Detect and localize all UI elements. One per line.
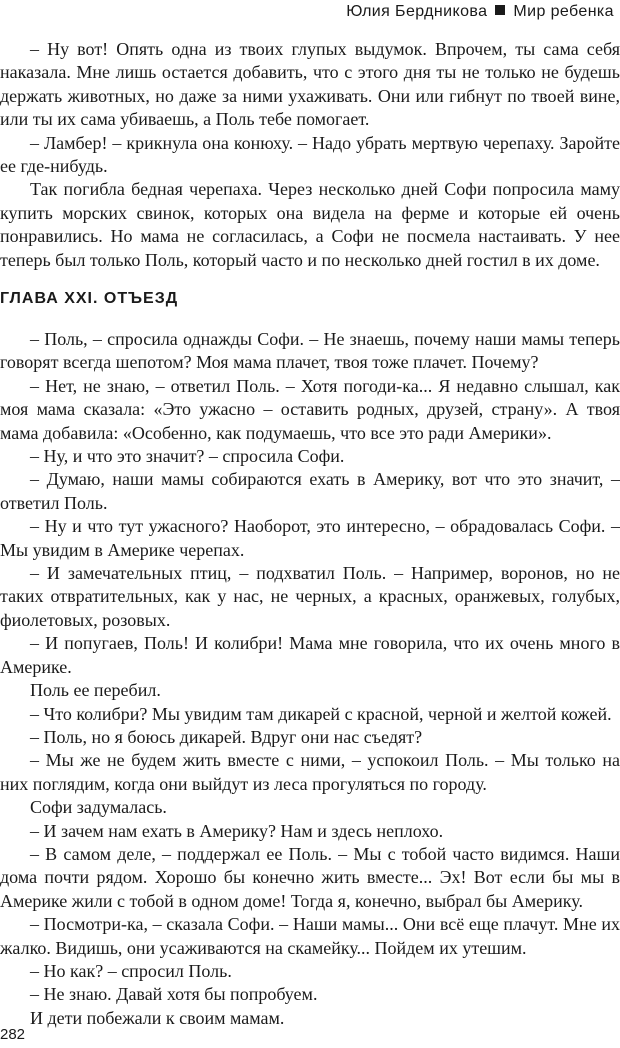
paragraph: – Мы же не будем жить вместе с ними, – успокоил Поль. – Мы только на них поглядим, когда они выйдут из леса прогуляться по городу. bbox=[0, 750, 620, 794]
paragraph: – И зачем нам ехать в Америку? Нам и здесь неплохо. bbox=[30, 820, 444, 841]
paragraph: Софи задумалась. bbox=[30, 797, 167, 818]
paragraph: И дети побежали к своим мамам. bbox=[30, 1007, 285, 1028]
section-2-text bbox=[0, 328, 620, 1030]
paragraph: – Думаю, наши мамы собираются ехать в Америку, вот что это значит, – ответил Поль. bbox=[0, 469, 620, 513]
paragraph: – Ламбер! – крикнула она конюху. – Надо убрать мертвую черепаху. Заройте ее где-нибудь. bbox=[0, 132, 620, 177]
paragraph: – Ну вот! Опять одна из твоих глупых выдумок. Впрочем, ты сама себя наказала. Мне лишь остается добавить, что с этого дня ты не только не будешь держать животных, но даже за ними ухаживать. Они или гибнут по твоей вине, или ты их сама убиваешь, а Поль тебе помогает. bbox=[0, 39, 620, 130]
paragraph: – Но как? – спросил Поль. bbox=[30, 960, 232, 981]
paragraph: Так погибла бедная черепаха. Через несколько дней Софи попросила маму купить морских свинок, которых она видела на ферме и которые ей очень понравились. Но мама не согласилась, а Софи не посмела настаивать. У нее теперь был только Поль, который часто и по несколько дней гостил в их доме. bbox=[0, 179, 620, 270]
chapter-title: ГЛАВА XXI. ОТЪЕЗД bbox=[0, 290, 179, 307]
paragraph: – Посмотри-ка, – сказала Софи. – Наши мамы... Они всё еще плачут. Мне их жалко. Видишь, они усаживаются на скамейку... Пойдем их утешим. bbox=[0, 914, 620, 958]
paragraph: Поль ее перебил. bbox=[30, 680, 161, 701]
paragraph: – В самом деле, – поддержал ее Поль. – Мы с тобой часто видимся. Наши дома почти рядом. Хорошо бы конечно жить вместе... Эх! Вот если бы мы в Америке жили с тобой в одном доме! Тогда я, конечно, выбрал бы Америку. bbox=[0, 843, 620, 911]
separator-square-icon bbox=[495, 5, 505, 15]
running-head-author: Юлия Бердникова bbox=[346, 3, 488, 20]
running-head bbox=[346, 3, 614, 21]
paragraph: – Ну и что тут ужасного? Наоборот, это интересно, – обрадовалась Софи. – Мы увидим в Америке черепах. bbox=[0, 516, 620, 560]
paragraph: – Что колибри? Мы увидим там дикарей с красной, черной и желтой кожей. bbox=[30, 703, 612, 724]
paragraph: – Не знаю. Давай хотя бы попробуем. bbox=[30, 984, 318, 1005]
running-head-series: Мир ребенка bbox=[513, 3, 614, 20]
paragraph: – И попугаев, Поль! И колибри! Мама мне говорила, что их очень много в Америке. bbox=[0, 633, 620, 677]
paragraph: – Ну, и что это значит? – спросила Софи. bbox=[30, 446, 345, 467]
paragraph: – Поль, но я боюсь дикарей. Вдруг они нас съедят? bbox=[30, 726, 423, 747]
page-number: 282 bbox=[0, 1026, 26, 1043]
paragraph: – И замечательных птиц, – подхватил Поль. – Например, воронов, но не таких отвратительных, как у нас, не черных, а красных, оранжевых, голубых, фиолетовых, розовых. bbox=[0, 563, 620, 630]
paragraph: – Нет, не знаю, – ответил Поль. – Хотя погоди-ка... Я недавно слышал, как моя мама сказала: «Это ужасно – оставить родных, друзей, страну». А твоя мама добавила: «Особенно, как подумаешь, что все это ради Америки». bbox=[0, 375, 620, 443]
section-1-text bbox=[0, 38, 620, 272]
paragraph: – Поль, – спросила однажды Софи. – Не знаешь, почему наши мамы теперь говорят всегда шепотом? Моя мама плачет, твоя тоже плачет. Почему? bbox=[0, 329, 620, 373]
